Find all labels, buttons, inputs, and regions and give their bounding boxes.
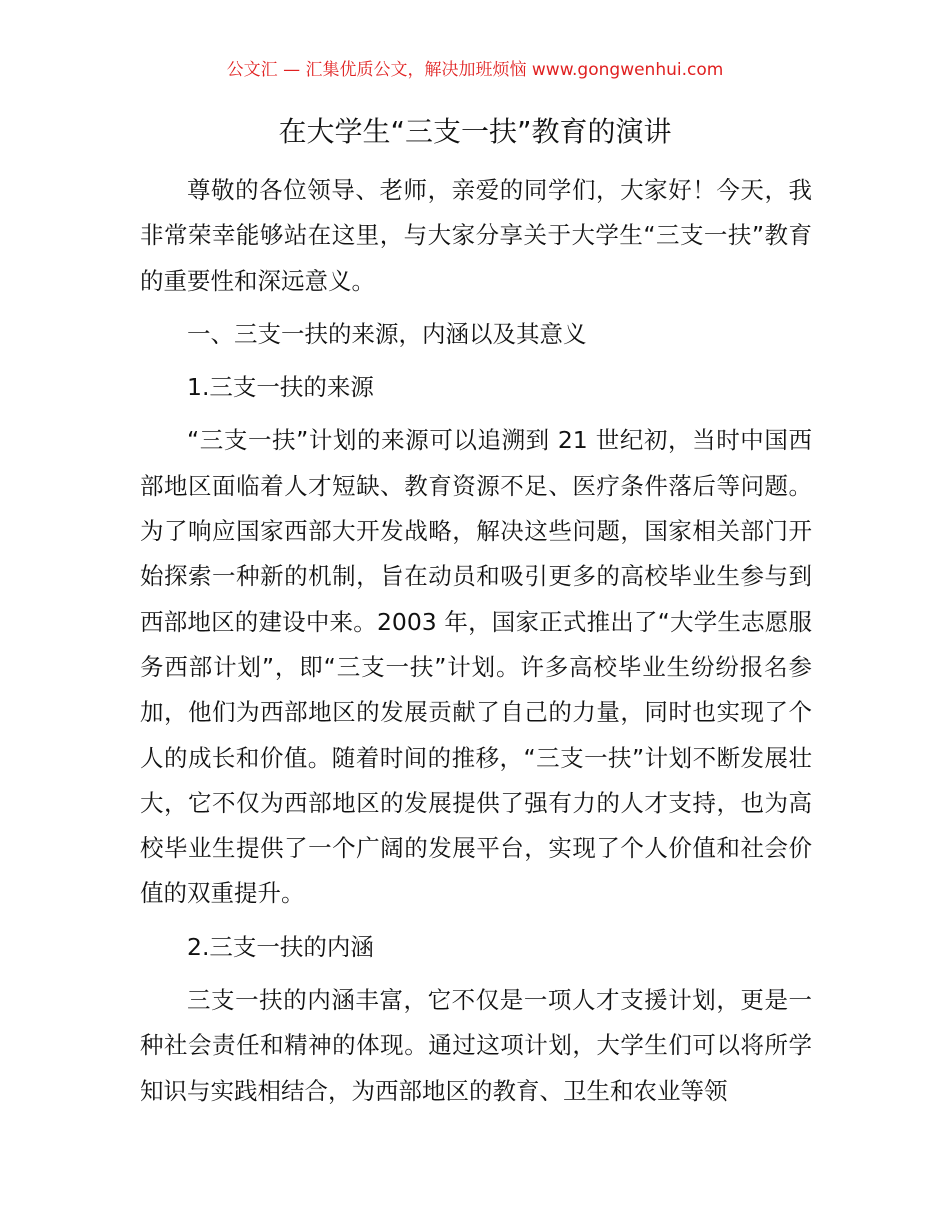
paragraph-origin: “三支一扶”计划的来源可以追溯到 21 世纪初，当时中国西部地区面临着人才短缺、教育资源不足、医疗条件落后等问题。为了响应国家西部大开发战略，解决这些问题，国家相关部门开始探索一种新的机制，旨在动员和吸引更多的高校毕业生参与到西部地区的建设中来。2003 年，国家正式推出了“大学生志愿服务西部计划”，即“三支一扶”计划。许多高校毕业生纷纷报名参加，他们为西部地区的发展贡献了自己的力量，同时也实现了个人的成长和价值。随着时间的推移，“三支一扶”计划不断发展壮大，它不仅为西部地区的发展提供了强有力的人才支持，也为高校毕业生提供了一个广阔的发展平台，实现了个人价值和社会价值的双重提升。	[140, 426, 812, 908]
paragraph-greeting: 尊敬的各位领导、老师，亲爱的同学们，大家好！今天，我非常荣幸能够站在这里，与大家分享关于大学生“三支一扶”教育的重要性和深远意义。	[140, 176, 812, 295]
subsection-heading-origin: 1.三支一扶的来源	[187, 373, 374, 402]
document-body	[140, 168, 812, 1114]
document-title: 在大学生“三支一扶”教育的演讲	[278, 115, 672, 148]
site-header-banner: 公文汇 — 汇集优质公文，解决加班烦恼 www.gongwenhui.com	[226, 60, 724, 80]
section-heading-1: 一、三支一扶的来源，内涵以及其意义	[187, 319, 587, 348]
subsection-heading-connotation: 2.三支一扶的内涵	[187, 932, 374, 961]
paragraph-connotation: 三支一扶的内涵丰富，它不仅是一项人才支援计划，更是一种社会责任和精神的体现。通过这项计划，大学生们可以将所学知识与实践相结合，为西部地区的教育、卫生和农业等领	[140, 986, 812, 1105]
